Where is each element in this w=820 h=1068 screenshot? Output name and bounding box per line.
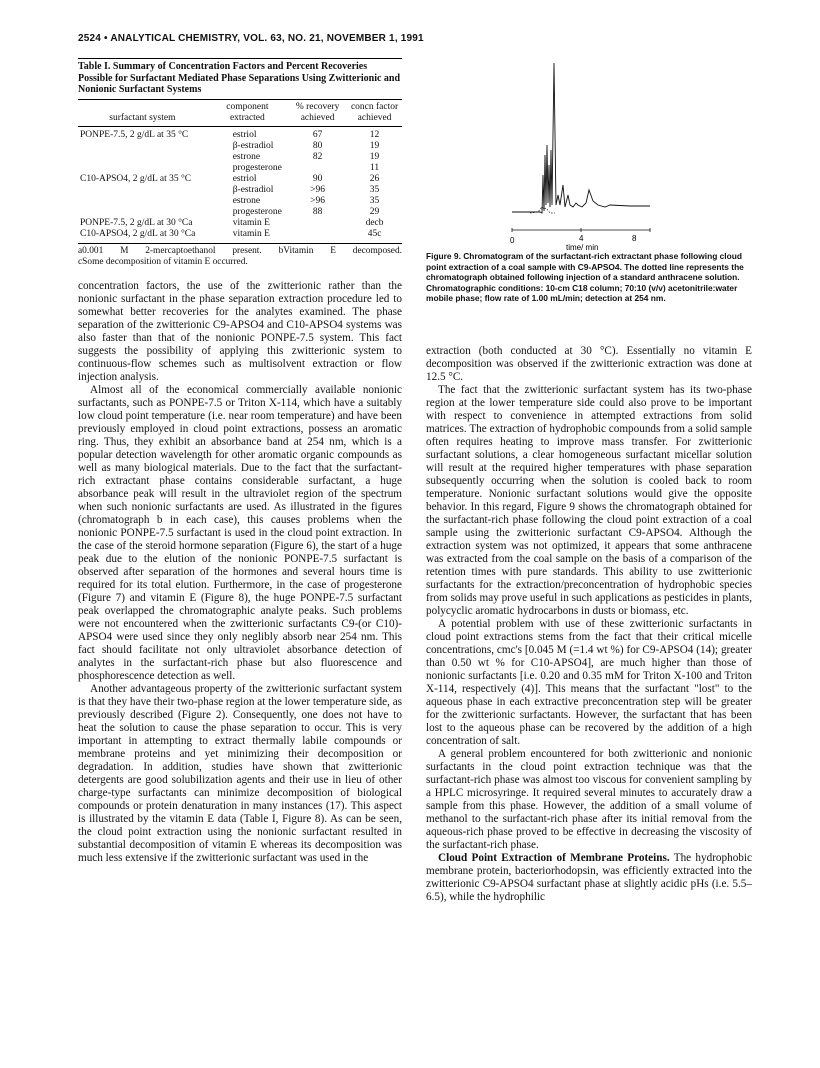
cell-factor: 35	[369, 196, 380, 207]
footnote-c: cSome decomposition of vitamin E occurred.	[78, 257, 248, 268]
table-row	[78, 152, 402, 163]
table-footnotes	[78, 243, 402, 268]
cell-system: PONPE-7.5, 2 g/dL at 30 °Ca	[80, 218, 193, 229]
x-tick-label-0: 0	[510, 236, 515, 245]
cell-recovery: 82	[312, 151, 323, 162]
figure-caption	[426, 251, 752, 304]
figure-caption-text: Chromatogram of the surfactant-rich extractant phase following cloud point extraction of a coal sample with C9-APSO4. The dotted line represents the chromatograph obtained following injection of a standard anthracene solution. Chromatographic conditions: 10-cm C18 column; 70:10 (v/v) acetonitrile:water mobile phase; flow rate of 1.00 mL/min; detection at 254 nm.	[426, 251, 744, 304]
summary-table	[78, 99, 402, 241]
cell-component: progesterone	[232, 207, 282, 218]
cell-factor: 12	[369, 129, 380, 140]
cell-system	[78, 185, 207, 196]
cell-recovery	[288, 218, 347, 229]
cell-component: estriol	[232, 173, 257, 184]
table-row	[78, 141, 402, 152]
cell-component: vitamin E	[232, 218, 270, 229]
left-paragraph-3: Another advantageous property of the zwitterionic surfactant system is that they have their two-phase region at the lower temperature side, as previously described (Figure 2). Consequently, one does not have to heat the solution to cause the phase separation to occur. This is very important in attempting to extract thermally labile compounds or membrane proteins and yet minimizing their decomposition or degradation. In addition, studies have shown that zwitterionic detergents are good solubilization agents and their use in lieu of other charge-type surfactants can minimize decomposition of biological compounds or protein denaturation in many instances (17). This aspect is illustrated by the vitamin E data (Table I, Figure 8). As can be seen, the cloud point extraction using the nonionic surfactant resulted in substantial decomposition of vitamin E whereas its decomposition was much less extensive if the zwitterionic surfactant was used in the	[78, 683, 403, 864]
table-row	[78, 163, 402, 174]
section-text: The hydrophobic membrane protein, bacteriorhodopsin, was efficiently extracted into the zwitterionic C9-APSO4 surfactant phase at slightly acidic pHs (i.e. 5.5–6.5), while the hydrophilic	[426, 852, 752, 903]
cell-recovery	[288, 229, 347, 240]
cell-system: PONPE-7.5, 2 g/dL at 35 °C	[80, 129, 189, 140]
cell-factor: 11	[369, 162, 380, 173]
cell-recovery: 90	[312, 173, 323, 184]
cell-factor: 29	[369, 207, 380, 218]
col-header-system: surfactant system	[109, 112, 176, 123]
col-header-recovery: % recovery achieved	[295, 101, 340, 123]
cell-recovery: 67	[312, 129, 323, 140]
figure-9-chromatogram	[510, 55, 660, 255]
left-paragraph-2: Almost all of the economical commercially available nonionic surfactants, such as PONPE-7.5 or Triton X-114, which have a suitably low cloud point temperature (i.e. near room temperature) and have been previously employed in cloud point extractions, possess an aromatic ring. Thus, they exhibit an absorbance band at 254 nm, which is a popular detection wavelength for other aromatic organic compounds as well as many biological materials. Due to the fact that the surfactant-rich extractant phase contains considerable surfactant, a huge absorbance peak will result in the ultraviolet region of the spectrum when such nonionic surfactants are used. As illustrated in the figures (chromatograph b in each case), this causes problems when the nonionic PONPE-7.5 surfactant is used in the cloud point extraction. In the case of the steroid hormone separation (Figure 6), the start of a huge peak due to the elution of the nonionic PONPE-7.5 surfactant is observed after separation of the hormones and several hours time is required for its total elution. Furthermore, in the case of progesterone (Figure 7) and vitamin E (Figure 8), the huge PONPE-7.5 surfactant peak overlapped the chromatographic analyte peaks. Such problems were not encountered when the zwitterionic surfactants C9-(or C10)-APSO4 were used since they only neglibly absorb near 254 nm. This fact should facilitate not only ultraviolet absorbance detection of analytes in the surfactant-rich phase but also fluorescence and phosphorescence detection as well.	[78, 384, 402, 682]
cell-recovery: >96	[310, 196, 325, 207]
table-row	[78, 174, 402, 185]
table-row	[78, 196, 402, 207]
cell-component: estrone	[232, 151, 261, 162]
cell-component: β-estradiol	[232, 184, 274, 195]
col-header-component: component extracted	[226, 101, 269, 123]
right-paragraph-4: A general problem encountered for both zwitterionic and nonionic surfactants in the cloud point extraction technique was that the surfactant-rich phase was almost too viscous for convenient sampling by a HPLC microsyringe. It required several minutes to accurately draw a sample from this phase. However, the addition of a small volume of methanol to the surfactant-rich phase after its initial removal from the aqueous-rich phase proved to be effective in decreasing the viscosity of the surfactant-rich phase.	[426, 748, 752, 851]
cell-component: estriol	[232, 129, 257, 140]
x-axis-label: time/ min	[566, 243, 599, 252]
table-caption: Table I. Summary of Concentration Factors and Percent Recoveries Possible for Surfactant Mediated Phase Separations Using Zwitterionic and Nonionic Surfactant Systems	[78, 58, 402, 96]
cell-system	[78, 141, 207, 152]
cell-factor: decb	[365, 218, 384, 229]
cell-system	[78, 196, 207, 207]
cell-system	[78, 152, 207, 163]
table-1	[78, 58, 402, 268]
cell-recovery: 80	[312, 140, 323, 151]
cell-factor: 26	[369, 173, 380, 184]
section-paragraph	[426, 852, 752, 904]
cell-recovery: 88	[312, 207, 323, 218]
right-paragraph-2: The fact that the zwitterionic surfactant system has its two-phase region at the lower temperature side could also prove to be important with respect to convenience in attempted extractions from solid matrices. The extraction of hydrophobic compounds from a solid sample often requires heating to improve mass transfer. For zwitterionic surfactant solutions, a clear homogeneous surfactant micellar solution will result at the required higher temperatures with phase separation subsequently occurring when the solution is cooled back to room temperature. Nonionic surfactant solutions would give the opposite behavior. In this regard, Figure 9 shows the chromatograph obtained for the surfactant-rich phase following the cloud point extraction of a coal sample using the zwitterionic surfactant C9-APSO4. Although the extraction system was not optimized, it appears that some anthracene was extracted from the coal sample on the basis of a comparison of the retention times with pure standards. This ability to use zwitterionic surfactants for the extraction/preconcentration of hydrophobic species from solids may prove useful in such applications as pesticides in plants, polycyclic aromatic hydrocarbons in dusts or biomass, etc.	[426, 384, 752, 617]
left-paragraph-1: concentration factors, the use of the zwitterionic rather than the nonionic surfactant in the phase separation extraction procedure led to somewhat better recoveries for the analytes examined. The phase separation of the zwitterionic C9-APSO4 and C10-APSO4 systems was also faster than that of the nonionic PONPE-7.5 system. This fact suggests the possibility of applying this zwitterionic system to continuous-flow schemes such as multisolvent extraction or flow injection analysis.	[78, 280, 402, 383]
table-body	[78, 126, 402, 240]
cell-factor: 19	[369, 140, 380, 151]
cell-component: vitamin E	[232, 229, 270, 240]
table-row	[78, 218, 402, 229]
table-row	[78, 126, 402, 141]
col-header-factor: concn factor achieved	[350, 101, 399, 123]
cell-factor: 35	[369, 184, 380, 195]
cell-component: β-estradiol	[232, 140, 274, 151]
right-column	[426, 345, 752, 904]
cell-system: C10-APSO4, 2 g/dL at 35 °C	[80, 173, 192, 184]
cell-system	[78, 163, 207, 174]
table-row	[78, 229, 402, 240]
cell-system	[78, 207, 207, 218]
table-header-row	[78, 99, 402, 126]
cell-system: C10-APSO4, 2 g/dL at 30 °Ca	[80, 229, 196, 240]
table-row	[78, 207, 402, 218]
x-tick-label-4: 4	[579, 234, 584, 243]
running-header: 2524 • ANALYTICAL CHEMISTRY, VOL. 63, NO. 21, NOVEMBER 1, 1991	[78, 33, 424, 44]
cell-recovery: >96	[310, 184, 325, 195]
table-row	[78, 185, 402, 196]
figure-caption-label: Figure 9.	[426, 251, 461, 261]
section-heading: Cloud Point Extraction of Membrane Proteins.	[438, 852, 670, 864]
cell-recovery	[288, 163, 347, 174]
solid-trace	[512, 63, 650, 213]
cell-factor: 19	[369, 151, 380, 162]
footnote-b: bVitamin E decomposed.	[278, 246, 402, 257]
chromatogram-plot	[510, 55, 660, 255]
x-tick-label-8: 8	[632, 234, 637, 243]
cell-factor: 45c	[367, 229, 382, 240]
cell-component: progesterone	[232, 162, 282, 173]
right-paragraph-1: extraction (both conducted at 30 °C). Essentially no vitamin E decomposition was observed if the zwitterionic extraction was done at 12.5 °C.	[426, 345, 752, 383]
footnote-a: a0.001 M 2-mercaptoethanol present.	[78, 246, 262, 257]
right-paragraph-3: A potential problem with use of these zwitterionic surfactants in cloud point extractions stems from the fact that their critical micelle concentrations, cmc's [0.045 M (=1.4 wt %) for C9-APSO4 (14); greater than 0.50 wt % for C10-APSO4], are much higher than those of nonionic surfactants [i.e. 0.20 and 0.35 mM for Triton X-100 and Triton X-114, respectively (4)]. This means that the surfactant "lost" to the aqueous phase in each extractive preconcentration step will be greater for the zwitterionic surfactants. However, the surfactant that has been lost to the aqueous phase can be recovered by the addition of a high concentration of salt.	[426, 618, 752, 747]
left-column	[78, 280, 402, 865]
cell-component: estrone	[232, 196, 261, 207]
